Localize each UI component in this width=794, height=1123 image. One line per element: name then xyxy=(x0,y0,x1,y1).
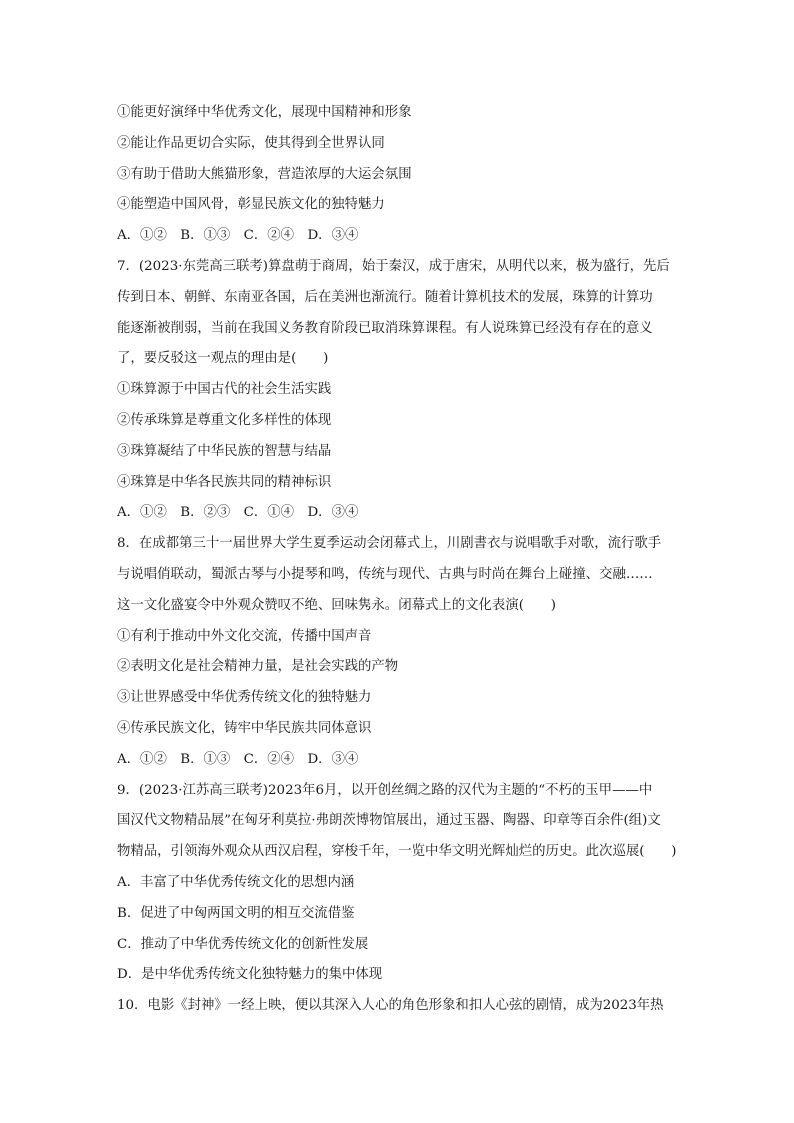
q9-stem-line-3: 物精品，引领海外观众从西汉启程，穿梭千年，一览中华文明光辉灿烂的历史。此次巡展( ) xyxy=(117,844,677,860)
q8-option-1: ①有利于推动中外文化交流，传播中国声音 xyxy=(117,628,372,644)
q8-option-3: ③让世界感受中华优秀传统文化的独特魅力 xyxy=(117,690,372,706)
q8-option-2: ②表明文化是社会精神力量，是社会实践的产物 xyxy=(117,659,399,675)
q8-stem-line-2: 与说唱俏联动，蜀派古琴与小提琴和鸣，传统与现代、古典与时尚在舞台上碰撞、交融…… xyxy=(117,566,653,582)
q6-option-3: ③有助于借助大熊猫形象，营造浓厚的大运会氛围 xyxy=(117,166,412,182)
q10-stem-line-1: 10．电影《封神》一经上映，便以其深入人心的角色形象和扣人心弦的剧情，成为2023年热 xyxy=(117,998,664,1014)
q6-option-4: ④能塑造中国风骨，彰显民族文化的独特魅力 xyxy=(117,197,385,213)
q7-stem-line-2: 传到日本、朝鲜、东南亚各国，后在美洲也渐流行。随着计算机技术的发展，珠算的计算功 xyxy=(117,289,653,305)
document-page xyxy=(117,98,679,1022)
q7-option-1: ①珠算源于中国古代的社会生活实践 xyxy=(117,382,332,398)
q6-option-2: ②能让作品更切合实际，使其得到全世界认同 xyxy=(117,135,385,151)
q7-option-2: ②传承珠算是尊重文化多样性的体现 xyxy=(117,412,332,428)
q9-stem-line-1: 9．(2023·江苏高三联考)2023年6月，以开创丝绸之路的汉代为主题的“不朽的玉甲——中 xyxy=(117,782,653,798)
q7-option-4: ④珠算是中华各民族共同的精神标识 xyxy=(117,474,332,490)
q8-option-4: ④传承民族文化，铸牢中华民族共同体意识 xyxy=(117,720,372,736)
q9-stem-line-2: 国汉代文物精品展”在匈牙利莫拉·弗朗茨博物馆展出，通过玉器、陶器、印章等百余件(组)文 xyxy=(117,813,661,829)
q9-option-d: D．是中华优秀传统文化独特魅力的集中体现 xyxy=(117,967,383,983)
q8-stem-line-1: 8．在成都第三十一届世界大学生夏季运动会闭幕式上，川剧書衣与说唱歌手对歌，流行歌手 xyxy=(117,536,662,552)
q8-stem-line-3: 这一文化盛宴令中外观众赞叹不绝、回味隽永。闭幕式上的文化表演( ) xyxy=(117,597,556,613)
q7-stem-line-1: 7．(2023·东莞高三联考)算盘萌于商周，始于秦汉，成于唐宋，从明代以来，极为盛行，先后 xyxy=(117,258,670,274)
q8-answer-choices: A．①② B．①③ C．②④ D．③④ xyxy=(117,751,359,767)
q7-option-3: ③珠算凝结了中华民族的智慧与结晶 xyxy=(117,443,332,459)
q7-answer-choices: A．①② B．②③ C．①④ D．③④ xyxy=(117,505,359,521)
q7-stem-line-3: 能逐渐被削弱，当前在我国义务教育阶段已取消珠算课程。有人说珠算已经没有存在的意义 xyxy=(117,320,653,336)
q9-option-c: C．推动了中华优秀传统文化的创新性发展 xyxy=(117,936,369,952)
q6-option-1: ①能更好演绎中华优秀文化，展现中国精神和形象 xyxy=(117,105,412,120)
q9-option-b: B．促进了中匈两国文明的相互交流借鉴 xyxy=(117,905,355,921)
q9-option-a: A．丰富了中华优秀传统文化的思想内涵 xyxy=(117,874,355,890)
q7-stem-line-4: 了，要反驳这一观点的理由是( ) xyxy=(117,351,329,367)
q6-answer-choices: A．①② B．①③ C．②④ D．③④ xyxy=(117,228,359,244)
